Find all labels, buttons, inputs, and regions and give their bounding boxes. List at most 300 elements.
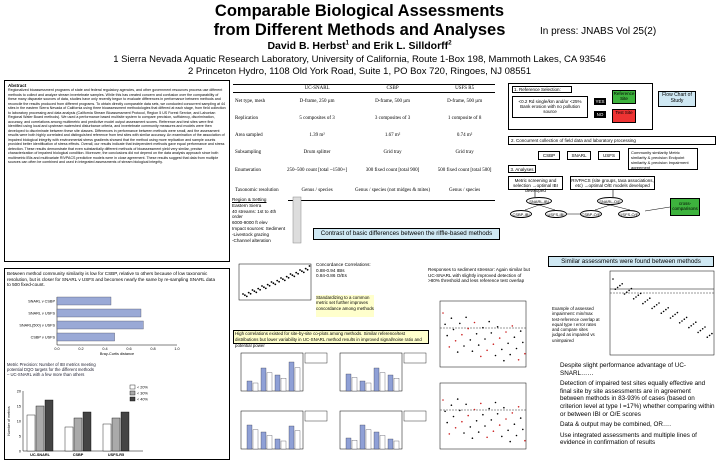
scatter-point (305, 268, 307, 270)
data-point (672, 315, 674, 317)
table-cell: Subsampling (235, 149, 262, 155)
data-point (656, 304, 658, 306)
scatter-point (307, 269, 309, 271)
scatter-point (282, 278, 284, 280)
bar (281, 441, 286, 449)
bar (103, 424, 111, 451)
data-point (615, 288, 617, 290)
conclusion-3: Data & output may be combined, OR…. (560, 421, 671, 429)
scatter-point (274, 284, 276, 286)
data-point (444, 324, 446, 326)
in-press-note: In press: JNABS Vol 25(2) (540, 26, 657, 37)
bar (374, 432, 379, 449)
responses-note: Responses to sediment stressor: Again similar but UC-SNARL with slightly improved detection of >80% threshold and less reference test overlap (427, 266, 535, 296)
scatter-point (293, 276, 295, 278)
data-point (649, 297, 651, 299)
data-point (674, 314, 676, 316)
table-cell: D-frame, 500 µm (375, 98, 411, 104)
rivpacs-box: RIVPACS (site groups, taxa associations, etc) →optimal O/E models developed (571, 178, 654, 189)
table-cell: Genus / species (301, 187, 333, 193)
data-point (493, 343, 495, 345)
data-point (463, 432, 465, 434)
scatter-point (255, 292, 257, 294)
region-heading: Region & Setting (232, 197, 267, 202)
data-point (463, 345, 465, 347)
data-point (442, 399, 444, 401)
data-point (457, 351, 459, 353)
scatter-point (242, 293, 244, 295)
csbp-ibi: CSBP-IBI (510, 210, 532, 218)
scatter-point (273, 282, 275, 284)
table-cell: Area sampled (235, 132, 263, 138)
affiliation-1: 1 Sierra Nevada Aquatic Research Laboratory, University of California, Route 1-Box 198, Mammoth Lakes, CA 93546 (113, 54, 606, 65)
cross-comparisons: cross-comparisons (670, 198, 700, 216)
region-line: -Livestock grazing (232, 231, 270, 237)
region-line: 40 streams: 1st to 4th order (232, 208, 277, 220)
bar (267, 435, 272, 449)
scatter-point (261, 285, 263, 287)
category-label: CSBP v USFS (30, 335, 55, 340)
data-point (503, 407, 505, 409)
methods-table (233, 84, 495, 201)
scatter-point (288, 277, 290, 279)
step2-label: 2. Concurrent collection of field data and laboratory processing (511, 138, 636, 143)
conclusions (560, 362, 715, 460)
data-point (695, 321, 697, 323)
scatter-point (303, 272, 305, 274)
data-point (484, 425, 486, 427)
data-point (711, 333, 713, 335)
mini-chart-1 (233, 347, 329, 401)
usfs-box: USFS (598, 151, 620, 160)
scatter-point (244, 294, 246, 296)
data-point (505, 331, 507, 333)
category-label: CSBP (72, 453, 84, 457)
bar (74, 418, 82, 451)
tick-label: 10 (16, 419, 21, 424)
region-line: -Channel alteration (232, 237, 271, 243)
data-point (497, 413, 499, 415)
scatter-point (278, 281, 280, 283)
data-point (520, 330, 522, 332)
tick-label: 0.8 (150, 347, 156, 351)
data-point (670, 317, 672, 319)
concordance-box (316, 262, 372, 290)
bar (346, 438, 351, 449)
category-label: USFS-R5 (107, 453, 125, 457)
table-header (233, 85, 283, 93)
bar (57, 333, 115, 341)
high-correlation-note: High correlations existed for site-by-site co-plots among methods. Similar reference/test distributions but lower variability in UC-SNARL method results in improved signal/noise ratio and potential power (233, 330, 429, 344)
table-cell: D-frame, 250 µm (299, 98, 335, 104)
data-point (702, 328, 704, 330)
bar (247, 381, 252, 391)
data-point (509, 354, 511, 356)
bar (388, 375, 393, 391)
data-point (679, 322, 681, 324)
data-point (451, 317, 453, 319)
tick-label: 0.2 (78, 347, 84, 351)
bar (394, 441, 399, 449)
data-point (474, 322, 476, 324)
scatter-point (257, 288, 259, 290)
bar (261, 432, 266, 449)
legend-label: < 30% (137, 391, 148, 396)
scatter-plot (233, 262, 313, 310)
data-point (449, 433, 451, 435)
data-point (642, 303, 644, 305)
bar (253, 430, 258, 449)
bar (366, 383, 371, 391)
data-point (476, 333, 478, 335)
scatter-point (309, 265, 311, 267)
data-point (446, 422, 448, 424)
bar (45, 400, 53, 451)
bar (112, 418, 120, 451)
scatter-point (286, 276, 288, 278)
mini-chart-3 (233, 405, 329, 459)
scatter-point (267, 284, 269, 286)
table-cell: Replication (235, 115, 259, 121)
concordance-line: 0.84-0.86 O/Es (316, 273, 347, 279)
bar (253, 383, 258, 391)
data-point (619, 285, 621, 287)
table-cell: Net type, mesh (235, 98, 266, 104)
data-point (491, 332, 493, 334)
table-cell: 5 composites of 3 (299, 115, 335, 121)
data-point (617, 287, 619, 289)
bar (121, 412, 129, 451)
data-point (512, 412, 514, 414)
data-point (709, 335, 711, 337)
scatter-point (276, 280, 278, 282)
data-point (499, 337, 501, 339)
data-point (474, 409, 476, 411)
data-point (461, 334, 463, 336)
region-line: 6000-9000 ft elev (232, 220, 268, 226)
contrast-banner: Contrast of basic differences between the riffle-based methods (313, 228, 500, 240)
data-point (518, 359, 520, 361)
data-point (470, 426, 472, 428)
data-point (509, 441, 511, 443)
data-point (480, 356, 482, 358)
data-point (486, 350, 488, 352)
table-cell: Grid tray (455, 149, 474, 155)
data-point (522, 429, 524, 431)
data-point (512, 325, 514, 327)
data-point (453, 329, 455, 331)
data-point (495, 355, 497, 357)
data-point (507, 430, 509, 432)
legend-label: < 40% (137, 397, 148, 402)
category-label: UC-SNARL (30, 453, 50, 457)
title-line-2: from Different Methods and Analyses (213, 21, 506, 39)
legend-label: < 20% (137, 385, 148, 390)
bar (352, 377, 357, 391)
scatter-point (269, 285, 271, 287)
bar (380, 373, 385, 391)
data-point (514, 423, 516, 425)
bar (275, 439, 280, 449)
no-label: NO (594, 111, 606, 118)
ref-criteria: <0.2 Rd single/km and/or <25% Bank erosion with no pollution source (512, 96, 588, 118)
data-point (507, 343, 509, 345)
scatter-point (280, 277, 282, 279)
data-point (677, 312, 679, 314)
tick-label: 0.6 (126, 347, 132, 351)
y-axis-label: Number of metrics (7, 406, 11, 436)
bar (366, 430, 371, 449)
data-point (693, 323, 695, 325)
concordance-line: 0.88-0.94 IBIs (316, 267, 345, 273)
bar (57, 309, 141, 317)
table-cell: 500 fixed count [total 500] (437, 168, 492, 173)
snarl-ibi: SNARL-IBI (526, 197, 552, 205)
data-point (472, 437, 474, 439)
table-cell: 300 fixed count [total 900] (365, 168, 420, 173)
data-point (467, 328, 469, 330)
authors: David B. Herbst$^1$ and Erik L. Silldorff$^2$ (267, 40, 452, 52)
data-point (628, 290, 630, 292)
conclusion-4: Use integrated assessments and multiple lines of evidence in confirmation of results (560, 431, 697, 447)
table-cell: 1.39 m² (309, 132, 325, 138)
scatter-panel (233, 262, 313, 310)
data-point (665, 309, 667, 311)
response-plot-2 (430, 380, 530, 458)
left-chart-panel (4, 268, 230, 460)
scatter-point (301, 270, 303, 272)
data-point (457, 398, 459, 400)
assessment-plot (604, 269, 716, 357)
data-point (478, 431, 480, 433)
data-point (644, 301, 646, 303)
precision-bar-chart (5, 381, 155, 461)
data-point (633, 298, 635, 300)
data-point (467, 415, 469, 417)
table-cell: Genus / species (449, 187, 481, 193)
bar (267, 373, 272, 391)
data-point (442, 312, 444, 314)
legend-box (404, 411, 426, 421)
bar (247, 425, 252, 449)
data-point (658, 302, 660, 304)
data-point (497, 326, 499, 328)
data-point (505, 418, 507, 420)
concordance-label: Concordance Correlations: (316, 262, 371, 267)
scatter-point (263, 286, 265, 288)
bar (295, 368, 300, 391)
data-point (499, 424, 501, 426)
data-point (449, 346, 451, 348)
x-axis-label: Bray-Curtis distance (99, 352, 135, 356)
metric-precision-note: Metric Precision: Number of IBI metrics meeting potential DQO targets for the different methods – UC-SNARL with a few more than others (7, 362, 96, 377)
legend-box (305, 411, 327, 421)
affiliation-2: 2 Princeton Hydro, 1108 Old York Road, Suite 1, PO Box 720, Ringoes, NJ 08551 (187, 66, 532, 77)
bar (83, 412, 91, 451)
data-point (635, 296, 637, 298)
table-cell: Grid tray (383, 149, 402, 155)
csbp-box: CSBP (538, 151, 560, 160)
data-point (501, 349, 503, 351)
data-point (640, 293, 642, 295)
scatter-point (246, 296, 248, 298)
test-site: Test Site (612, 109, 636, 123)
data-point (465, 317, 467, 319)
data-point (482, 327, 484, 329)
concordance-note: Standardizing to a common metric set further improves concordance among methods (316, 295, 374, 317)
table-cell: 0.74 m² (456, 132, 473, 138)
yes-label: YES (595, 99, 605, 104)
usfs-ibi: USFS-IBI (545, 210, 567, 218)
abstract-text: Regionalized bioassessment programs of state and federal regulatory agencies, and other government resources process use different methods to collect and analyze stream invertebrate samples. While this has created concern and confusion over the comparability of these many disparate sources of data, studies have only recently begun to evaluate differences in performance between methods and reconcile the results produced from different programs. To obtain directly comparable data sets, we conducted concurrent sampling at 44 sites in the eastern Sierra Nevada of California using three bioassessment methodologies that differed at each stage, from field collection to laboratory processing and data analysis (California Stream Bioassessment Protocol, Region 5 US Forest Service, and Lahontan Regional Water Board methods). We used a performance based multisite system to compare precision, sufficiency, discrimination, accuracy, and correlations among multimetric and predictive model output assessment scores. Reference and test sites were first identified using local and upstream watershed disturbance criteria, and invertebrate community measures and models were then developed to discriminate between these site classes. Differences in performance between methods were small, and the assessment results were both highly correlated and distinguished reference from test sites with similar accuracy. An examination of the association of impaired biological integrity with environmental stress gradients showed that the method using more replication and sample counts provided better identification of stress effects. Overall, our results indicate that independent methods gave equal performance and stress detection. These results demonstrate that even substantially different methods of bioassessment yield very similar, precise characterization of impaired biological condition. Moreover, the conclusions did not depend on the data analysis approach since both multimetric IBIs and multivariate RIVPACS predictive models were in close agreement. These results suggest that data from multiple sources can often be combined and used in integrated assessments of stream biological integrity. (8, 88, 226, 165)
metric-box: Metric screening and selection →optimal IBI developed (508, 176, 563, 190)
bar (374, 368, 379, 391)
data-point (688, 327, 690, 329)
data-point (686, 317, 688, 319)
category-label: SNARL v CSBP (28, 299, 55, 304)
bar (289, 362, 294, 391)
data-point (461, 421, 463, 423)
scatter-point (297, 273, 299, 275)
csbp-oe: CSBP-O/E (581, 212, 601, 217)
table-cell: Enumeration (235, 168, 261, 173)
data-point (520, 417, 522, 419)
flowchart-connectors (505, 145, 705, 225)
plot-frame (440, 301, 526, 367)
scatter-point (248, 292, 250, 294)
bar (352, 440, 357, 449)
data-point (459, 410, 461, 412)
example-note: Example of assessed impairment: min/max test-reference overlap at equal type I error rates and compare sites judged as impaired vs unimpaired (552, 306, 600, 348)
data-point (478, 344, 480, 346)
data-point (459, 323, 461, 325)
legend-box (404, 353, 426, 363)
conclusion-2: Detection of impaired test sites equally effective and final site by site assessments are in agreement between methods in 83-93% of cases (based on criterion level at type I =17%) whether comparing within or between IBI or O/E scores (560, 380, 715, 418)
category-label: SNARL(500) v USFS (19, 323, 55, 328)
bar (27, 415, 35, 451)
data-point (651, 308, 653, 310)
legend-swatch (130, 397, 135, 401)
data-point (681, 320, 683, 322)
table-cell: Taxonomic resolution (235, 187, 279, 193)
table-cell: Drum splitter (303, 149, 331, 155)
legend-swatch (130, 385, 135, 389)
response-plot-1 (430, 298, 530, 378)
table-cell: 3 composites of 3 (374, 115, 411, 121)
data-point (486, 437, 488, 439)
bar (36, 406, 44, 451)
table-header: CSBP (351, 85, 434, 93)
data-point (514, 336, 516, 338)
data-point (626, 291, 628, 293)
category-label: SNARL v USFS (28, 311, 55, 316)
data-point (684, 318, 686, 320)
data-point (661, 312, 663, 314)
data-point (621, 283, 623, 285)
data-point (470, 339, 472, 341)
data-point (451, 404, 453, 406)
similarity-bar-chart (5, 295, 229, 359)
table-cell: 250–500 count [total ~1500+] (287, 168, 348, 173)
region-box (230, 196, 288, 244)
abstract-heading: Abstract (8, 83, 27, 88)
conclusion-1: Despite slight performance advantage of UC-SNARL…… (560, 362, 687, 377)
region-line: Impact sources: Sediment (232, 225, 286, 231)
data-point (518, 406, 520, 408)
data-point (495, 402, 497, 404)
tick-label: 0.0 (54, 347, 60, 351)
methods-table-wrap (233, 84, 495, 201)
left-chart-caption: Between method community similarity is low for CSBP, relative to others because of low taxonomic resolution, but is closer for SNARL v USFS and becomes nearly the same by re-sampling SNARL data to 500 fixed-count. (7, 271, 216, 287)
data-point (663, 311, 665, 313)
data-point (612, 278, 614, 280)
legend-box (305, 353, 327, 363)
bar (261, 368, 266, 391)
data-point (444, 411, 446, 413)
mini-chart-4 (332, 405, 428, 459)
table-header: USFS R5 (434, 85, 495, 93)
similarity-box: Community similarity Metric similarity & precision Endpoint similarity & precision Impairment agreement (628, 148, 698, 170)
bar (57, 321, 143, 329)
data-point (631, 288, 633, 290)
scatter-point (265, 288, 267, 290)
tick-label: 0.4 (102, 347, 108, 351)
similar-banner: Similar assessments were found between methods (548, 256, 714, 267)
tick-label: 0 (18, 449, 21, 454)
bar (360, 381, 365, 391)
data-point (647, 299, 649, 301)
reference-selection-box (508, 83, 653, 130)
data-point (476, 420, 478, 422)
snarl-oe: SNARL-O/E (597, 197, 623, 205)
data-point (700, 330, 702, 332)
data-point (455, 340, 457, 342)
data-point (453, 416, 455, 418)
data-point (638, 294, 640, 296)
scatter-point (292, 274, 294, 276)
data-point (455, 427, 457, 429)
data-point (697, 332, 699, 334)
data-point (690, 325, 692, 327)
data-point (491, 419, 493, 421)
bar (360, 425, 365, 449)
data-point (501, 436, 503, 438)
abstract-box (4, 80, 230, 262)
data-point (516, 435, 518, 437)
data-point (484, 338, 486, 340)
usfs-oe: USFS-O/E (619, 212, 639, 217)
data-point (446, 335, 448, 337)
region-line: Eastern Sierra (232, 202, 262, 208)
scatter-point (259, 289, 261, 291)
data-point (624, 293, 626, 295)
bar (394, 378, 399, 391)
data-point (522, 342, 524, 344)
bar (65, 427, 73, 451)
data-point (480, 403, 482, 405)
data-point (524, 353, 526, 355)
map-thumbnail (292, 196, 302, 244)
tick-label: 5 (18, 434, 21, 439)
data-point (516, 348, 518, 350)
data-point (707, 336, 709, 338)
table-cell: 1.67 m² (384, 132, 401, 138)
scatter-point (250, 293, 252, 295)
scatter-point (284, 280, 286, 282)
data-point (704, 326, 706, 328)
data-point (654, 306, 656, 308)
scatter-point (271, 281, 273, 283)
